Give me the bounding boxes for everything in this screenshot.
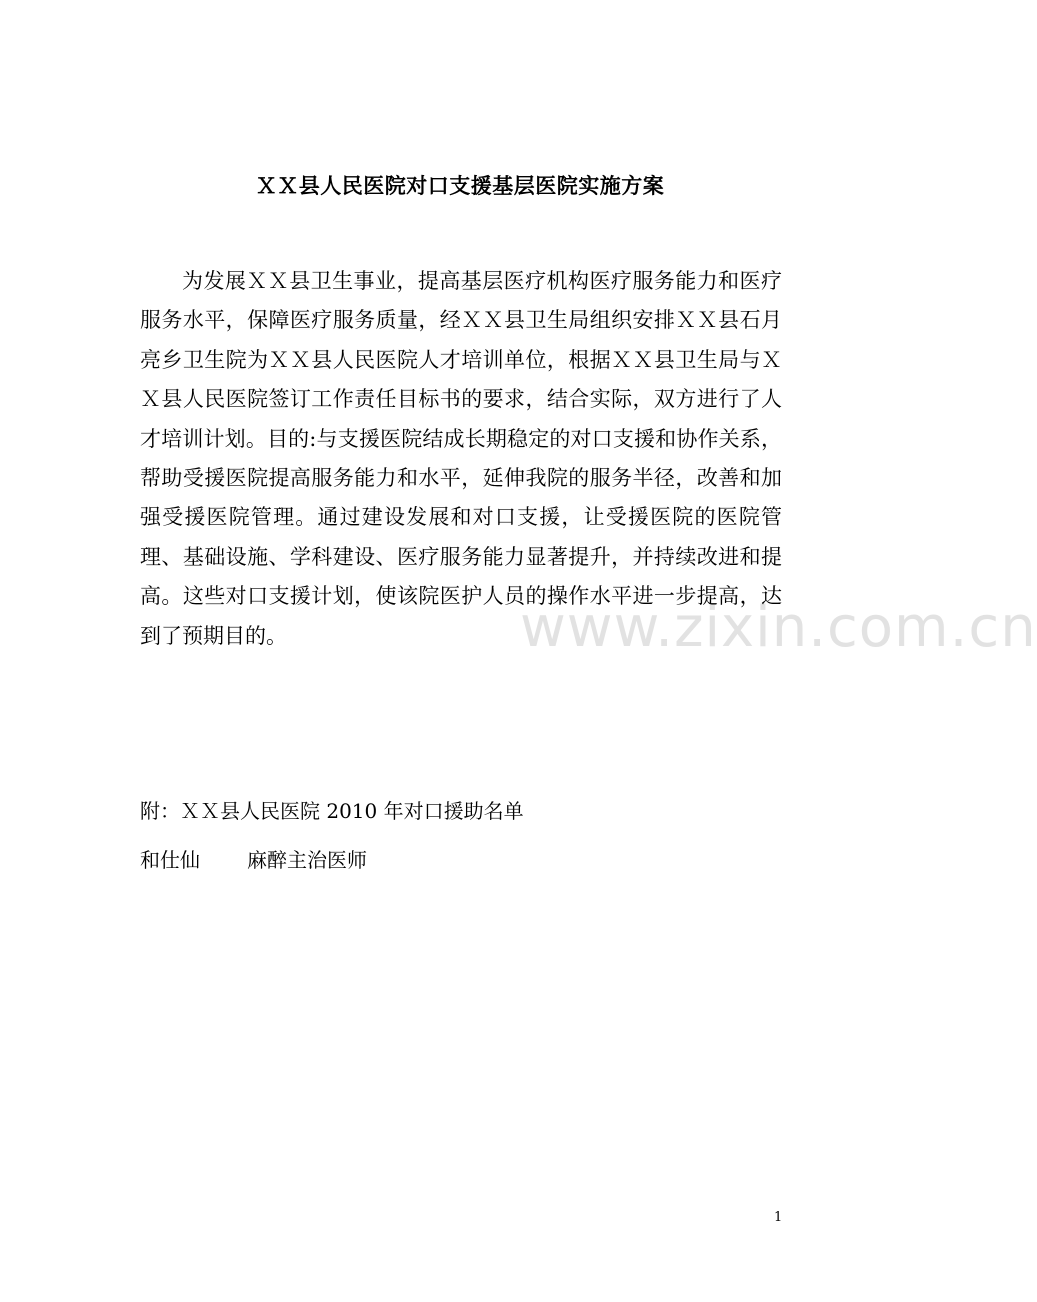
staff-name: 和仕仙: [140, 848, 200, 872]
body-paragraph: 为发展ＸＸ县卫生事业，提高基层医疗机构医疗服务能力和医疗服务水平，保障医疗服务质量，经ＸＸ县卫生局组织安排ＸＸ县石月亮乡卫生院为ＸＸ县人民医院人才培训单位，根据ＸＸ县卫生局与ＸＸ县人民医院签订工作责任目标书的要求，结合实际，双方进行了人才培训计划。目的:与支援医院结成长期稳定的对口支援和协作关系，帮助受援医院提高服务能力和水平，延伸我院的服务半径，改善和加强受援医院管理。通过建设发展和对口支援，让受援医院的医院管理、基础设施、学科建设、医疗服务能力显著提升，并持续改进和提高。这些对口支援计划，使该院医护人员的操作水平进一步提高，达到了预期目的。: [140, 269, 782, 648]
document-title: ＸＸ县人民医院对口支援基层医院实施方案: [255, 173, 665, 198]
staff-title: 麻醉主治医师: [247, 848, 367, 872]
appendix-label: 附：ＸＸ县人民医院 2010 年对口援助名单: [140, 799, 524, 823]
staff-row: [140, 844, 367, 873]
watermark: www.zixin.com.cn: [520, 595, 1037, 660]
page-number: 1: [774, 1210, 783, 1225]
